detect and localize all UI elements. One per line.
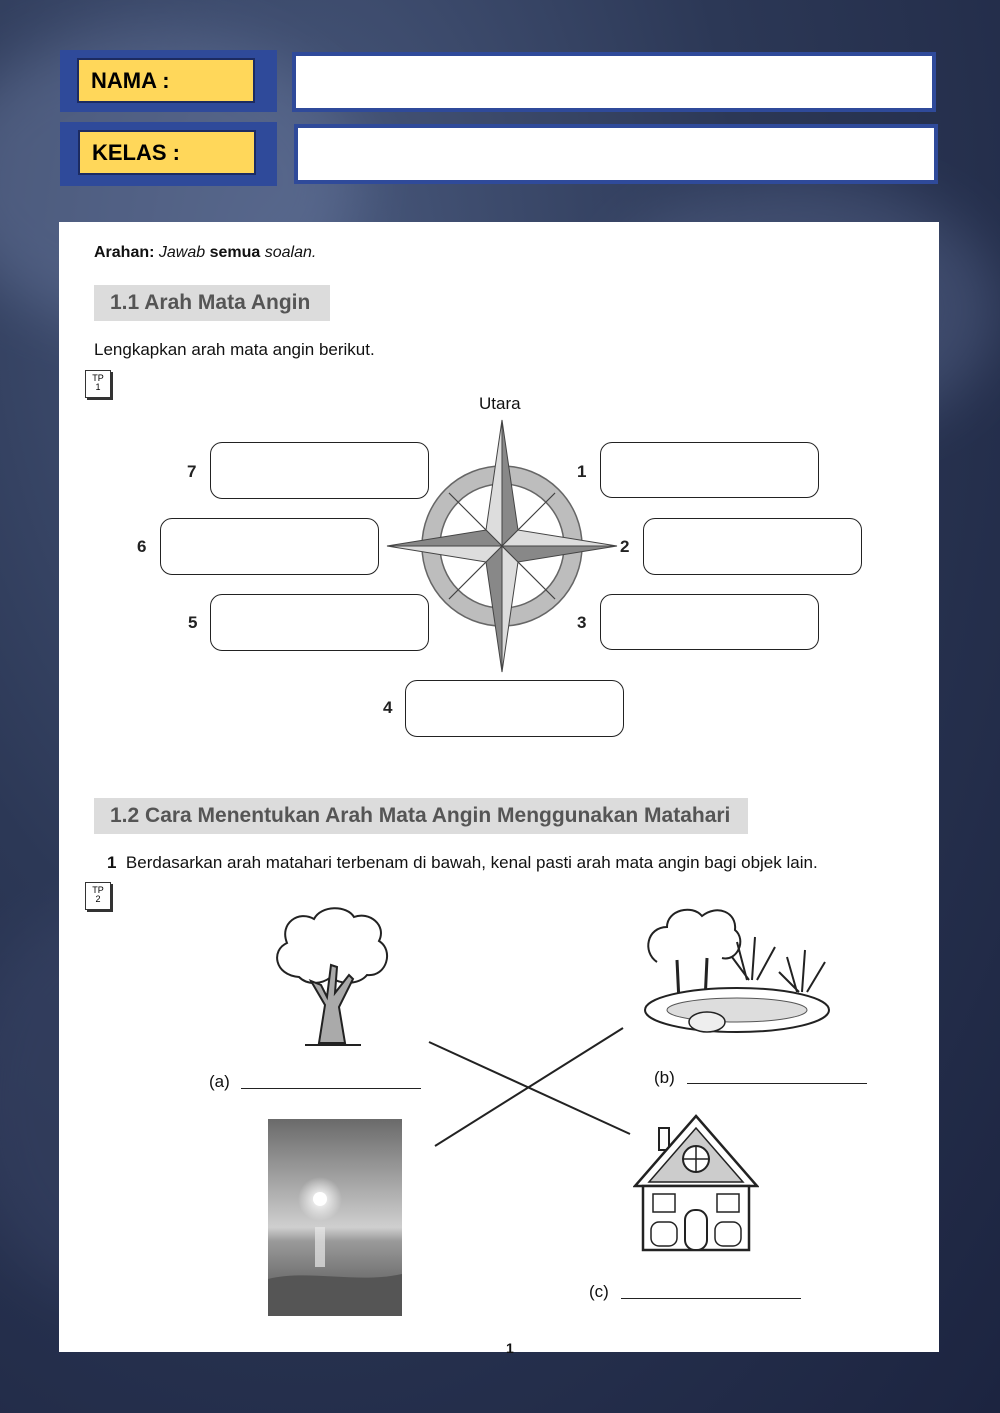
- section-2-title: 1.2 Cara Menentukan Arah Mata Angin Menggunakan Matahari: [94, 798, 748, 834]
- answer-line-a[interactable]: [241, 1088, 421, 1089]
- class-label: KELAS :: [78, 130, 256, 175]
- instruction: Arahan: Jawab semua soalan.: [94, 244, 317, 261]
- answer-line-c[interactable]: [621, 1298, 801, 1299]
- box-number-6: 6: [137, 537, 147, 556]
- section-2-question: 1 Berdasarkan arah matahari terbenam di bawah, kenal pasti arah mata angin bagi objek lain.: [107, 853, 818, 872]
- box-number-5: 5: [188, 613, 198, 632]
- section-1-title: 1.1 Arah Mata Angin: [94, 285, 330, 321]
- answer-box-7[interactable]: [210, 442, 429, 499]
- name-label: NAMA :: [77, 58, 255, 103]
- sunset-photo: [268, 1119, 402, 1316]
- house-icon: [633, 1114, 759, 1252]
- page-number: 1: [506, 1340, 514, 1356]
- tp-badge-1: TP 1: [85, 370, 111, 398]
- tp-badge-2: TP 2: [85, 882, 111, 910]
- answer-box-5[interactable]: [210, 594, 429, 651]
- box-number-7: 7: [187, 462, 197, 481]
- matching-lines: [427, 1022, 632, 1152]
- class-input[interactable]: [294, 124, 938, 184]
- answer-box-2[interactable]: [643, 518, 862, 575]
- north-label: Utara: [479, 394, 521, 413]
- label-a: (a): [209, 1072, 230, 1091]
- answer-box-6[interactable]: [160, 518, 379, 575]
- answer-box-3[interactable]: [600, 594, 819, 650]
- name-input[interactable]: [292, 52, 936, 112]
- box-number-2: 2: [620, 537, 630, 556]
- label-c: (c): [589, 1282, 609, 1301]
- tree-icon: [269, 905, 395, 1047]
- section-1-prompt: Lengkapkan arah mata angin berikut.: [94, 340, 375, 359]
- box-number-3: 3: [577, 613, 587, 632]
- answer-line-b[interactable]: [687, 1083, 867, 1084]
- worksheet-page: [59, 222, 939, 1356]
- answer-box-4[interactable]: [405, 680, 624, 737]
- pond-garden-icon: [637, 902, 833, 1037]
- answer-box-1[interactable]: [600, 442, 819, 498]
- box-number-4: 4: [383, 698, 393, 717]
- box-number-1: 1: [577, 462, 587, 481]
- label-b: (b): [654, 1068, 675, 1087]
